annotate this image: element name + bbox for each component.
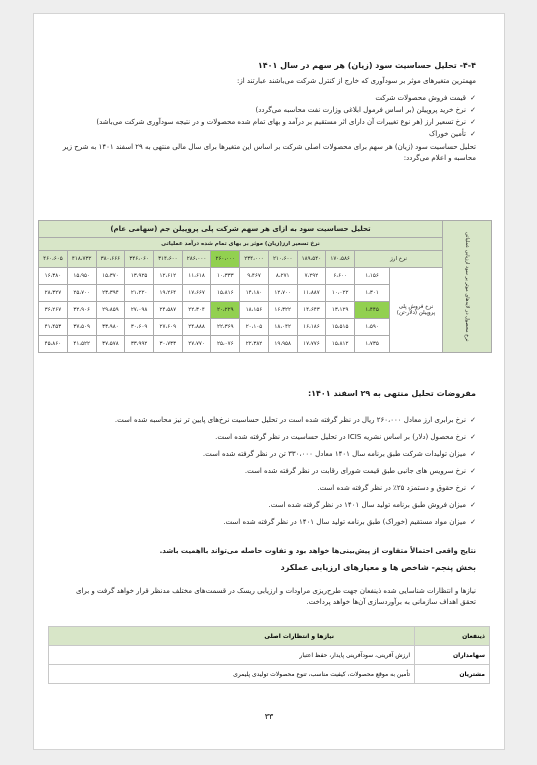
table-cell: ۲۷،۰۹۸ [125, 302, 154, 319]
table-cell: ۱۸،۱۵۶ [240, 302, 269, 319]
table-cell: ۱۸،۰۴۲ [268, 319, 297, 336]
table-cell: ۱۱،۶۱۸ [182, 268, 211, 285]
list-item: ✓ نرخ سرویس های جانبی طبق قیمت شورای رقابت در نظر گرفته شده است. [62, 463, 476, 480]
table-subtitle: نرخ تسعیر ارز(زیان) موثر بر بهای تمام شده درآمد عملیاتی [39, 238, 443, 251]
table-row [39, 268, 492, 285]
table-cell: ۳۰،۷۳۳ [153, 336, 182, 353]
table-cell: تأمین به موقع محصولات، کیفیت مناسب، تنوع محصولات تولیدی پلیمری [49, 665, 415, 684]
table-cell: ۱۳،۱۲۹ [326, 302, 355, 319]
assumptions-list [62, 412, 476, 531]
section-title: بخش پنجم- شاخص ها و معیارهای ارزیابی عملکرد [280, 563, 476, 572]
table-cell: ۱۲،۷۰۰ [268, 285, 297, 302]
row-price: ۱،۳۰۱ [355, 285, 390, 302]
table-cell: ۳۳،۹۸۰ [96, 319, 125, 336]
table-cell: ۳۳،۹۹۲ [125, 336, 154, 353]
list-item: ✓ تأمین خوراک [62, 128, 476, 140]
table-cell: ۲۲،۳۰۴ [182, 302, 211, 319]
list-item: ✓ میزان فروش طبق برنامه تولید سال ۱۴۰۱ در نظر گرفته شده است. [62, 497, 476, 514]
table-cell: ارزش آفرینی، سودآفرینی پایدار، حفظ اعتبار [49, 646, 415, 665]
table-cell: ۱۵،۸۱۲ [326, 336, 355, 353]
table-cell: ۱۴،۶۴۳ [297, 302, 326, 319]
stakeholder-table [48, 626, 490, 684]
table-cell: ۱۵،۹۵۰ [67, 268, 96, 285]
column-header: ۲۶۰،۰۰۰ [211, 251, 240, 268]
table-cell: ۲۲،۳۸۲ [240, 336, 269, 353]
table-cell: ۲۵،۷۰۰ [67, 285, 96, 302]
table-cell: ۱۶،۳۸۰ [39, 268, 68, 285]
column-header: ۴۱۸،۷۳۲ [67, 251, 96, 268]
table-cell: ۱۳،۹۲۵ [125, 268, 154, 285]
column-header: ۲۳۴،۰۰۰ [240, 251, 269, 268]
table-cell: ۳۷،۵۰۹ [67, 319, 96, 336]
table-cell: ۱۹،۹۵۸ [268, 336, 297, 353]
table-cell: ۹،۴۶۷ [240, 268, 269, 285]
table-cell: مشتریان [415, 665, 490, 684]
column-header: ۱۷۰،۵۸۶ [326, 251, 355, 268]
list-item: ✓ نرخ تسعیر ارز (هر نوع تغییرات آن دارای اثر مستقیم بر درآمد و بهای تمام شده محصولات و در نتیجه سودآوری شرکت می‌باشد) [62, 116, 476, 128]
list-item: ✓ میزان مواد مستقیم (خوراک) طبق برنامه تولید سال ۱۴۰۱ در نظر گرفته شده است. [62, 514, 476, 531]
table-header: نیازها و انتظارات اصلی [49, 627, 415, 646]
table-cell: ۲۴،۸۸۸ [182, 319, 211, 336]
section-heading: ۴-۴- تحلیل حساسیت سود (زیان) هر سهم در سال ۱۴۰۱ [257, 61, 476, 70]
table-cell: ۴۱،۴۵۳ [39, 319, 68, 336]
page-number: ۳۳ [264, 712, 274, 721]
table-cell: ۳۷،۵۷۸ [96, 336, 125, 353]
table-cell: ۲۷،۶۰۹ [153, 319, 182, 336]
table-cell: ۸،۲۷۱ [268, 268, 297, 285]
table-cell: ۲۰،۱۰۵ [240, 319, 269, 336]
table-cell: ۱۹،۲۶۴ [153, 285, 182, 302]
list-item: ✓ نرخ حقوق و دستمزد ۲۵٪ در نظر گرفته شده است. [62, 480, 476, 497]
document-page [34, 14, 504, 749]
column-header: ۳۸۰،۶۶۶ [96, 251, 125, 268]
table-cell: ۲۷،۷۷۰ [182, 336, 211, 353]
list-item: ✓ نرخ برابری ارز معادل ۲۶۰،۰۰۰ ریال در نظر گرفته شده است در تحلیل حساسیت نرخ‌های پایین تر نیز محاسبه شده است. [62, 412, 476, 429]
table-cell: ۳۶،۲۶۷ [39, 302, 68, 319]
assumptions-title: مفروضات تحلیل منتهی به ۲۹ اسفند ۱۴۰۱: [307, 389, 476, 398]
table-cell: ۱۱،۸۸۷ [297, 285, 326, 302]
table-cell: ۲۴،۵۸۷ [153, 302, 182, 319]
table-cell: ۱۲،۶۱۲ [153, 268, 182, 285]
table-cell: ۱۰،۳۳۳ [211, 268, 240, 285]
column-header: ۲۸۶،۰۰۰ [182, 251, 211, 268]
stakeholder-table-wrap [48, 626, 490, 684]
list-item: ✓ قیمت فروش محصولات شرکت [62, 92, 476, 104]
table-cell: ۱۰،۰۲۲ [326, 285, 355, 302]
table-cell: ۷،۲۹۲ [297, 268, 326, 285]
row-price: ۱،۷۳۵ [355, 336, 390, 353]
table-cell: ۱۶،۳۲۲ [268, 302, 297, 319]
row-price: ۱،۱۵۶ [355, 268, 390, 285]
table-cell: ۱۵،۳۷۰ [96, 268, 125, 285]
table-cell: ۴۱،۵۲۲ [67, 336, 96, 353]
corner-label: نرخ ارز [355, 251, 443, 268]
table-cell: ۱۴،۱۸۰ [240, 285, 269, 302]
section-paragraph: نیازها و انتظارات شناسایی شده ذینفعان جهت طرح‌ریزی مراودات و ارزیابی ریسک در قسمت‌های مختلف مدنظر قرار خواهد گرفت و برای تحقق اهداف سازمانی به برآوردسازی آن‌ها خواهد پرداخت. [75, 587, 476, 606]
table-cell: ۲۳،۳۹۴ [96, 285, 125, 302]
table-cell: ۱۵،۵۱۵ [326, 319, 355, 336]
table-cell-highlighted: ۲۰،۲۲۹ [211, 302, 240, 319]
table-cell: ۲۲،۳۶۹ [211, 319, 240, 336]
list-item: ✓ میزان تولیدات شرکت طبق برنامه سال ۱۴۰۱ معادل ۳۳۰،۰۰۰ تن در نظر گرفته شده است. [62, 446, 476, 463]
intro-text: مهمترین متغیرهای موثر بر سودآوری که خارج از کنترل شرکت می‌باشند عبارتند از: [236, 77, 476, 85]
table-cell: ۱۵،۸۱۶ [211, 285, 240, 302]
table-cell: ۱۷،۶۶۷ [182, 285, 211, 302]
row-price: ۱،۴۴۵ [355, 302, 390, 319]
table-cell: ۲۸،۳۲۷ [39, 285, 68, 302]
table-cell: ۳۰،۶۰۹ [125, 319, 154, 336]
table-row [49, 665, 490, 684]
factor-list [62, 92, 476, 140]
table-header: ذینفعان [415, 627, 490, 646]
column-header: ۳۴۶،۰۶۰ [125, 251, 154, 268]
row-header: نرخ فروش پلی پروپیلن (دلار-تن) [390, 268, 443, 353]
column-header: ۴۶۰،۶۰۵ [39, 251, 68, 268]
row-price: ۱،۵۹۰ [355, 319, 390, 336]
table-cell: ۱۶،۱۸۶ [297, 319, 326, 336]
table-cell: ۶،۶۰۰ [326, 268, 355, 285]
table-cell: سهامداران [415, 646, 490, 665]
table-row [49, 646, 490, 665]
conclusion-text: نتایج واقعی احتمالاً متفاوت از پیش‌بینی‌ها خواهد بود و تفاوت حاصله می‌تواند بااهمیت باشد. [159, 547, 476, 555]
column-header: ۳۱۴،۶۰۰ [153, 251, 182, 268]
side-label: نرخ محصول در لایه‌های موثر بر سود ارزیابی عملیاتی [443, 221, 492, 353]
sensitivity-table-wrap [38, 220, 492, 353]
table-cell: ۳۲،۹۰۶ [67, 302, 96, 319]
sensitivity-table [38, 220, 492, 353]
analysis-paragraph: تحلیل حساسیت سود (زیان) هر سهم برای محصولات اصلی شرکت بر اساس این متغیرها برای سال مالی منتهی به ۲۹ اسفند ۱۴۰۱ به شرح زیر محاسبه و اعلام می‌گردد: [62, 143, 476, 162]
table-cell: ۲۱،۲۲۰ [125, 285, 154, 302]
table-title: تحلیل حساسیت سود به ازای هر سهم شرکت پلی پروپیلن جم (سهامی عام) [39, 221, 443, 238]
table-cell: ۱۷،۷۷۶ [297, 336, 326, 353]
table-cell: ۲۵،۰۷۶ [211, 336, 240, 353]
table-cell: ۲۹،۸۵۹ [96, 302, 125, 319]
list-item: ✓ نرخ خرید پروپیلن (بر اساس فرمول ابلاغی وزارت نفت محاسبه می‌گردد) [62, 104, 476, 116]
list-item: ✓ نرخ محصول (دلار) بر اساس نشریه ICIS در تحلیل حساسیت در نظر گرفته شده است. [62, 429, 476, 446]
column-header: ۱۸۹،۵۴۰ [297, 251, 326, 268]
column-header: ۲۱۰،۶۰۰ [268, 251, 297, 268]
table-cell: ۴۵،۸۶۰ [39, 336, 68, 353]
